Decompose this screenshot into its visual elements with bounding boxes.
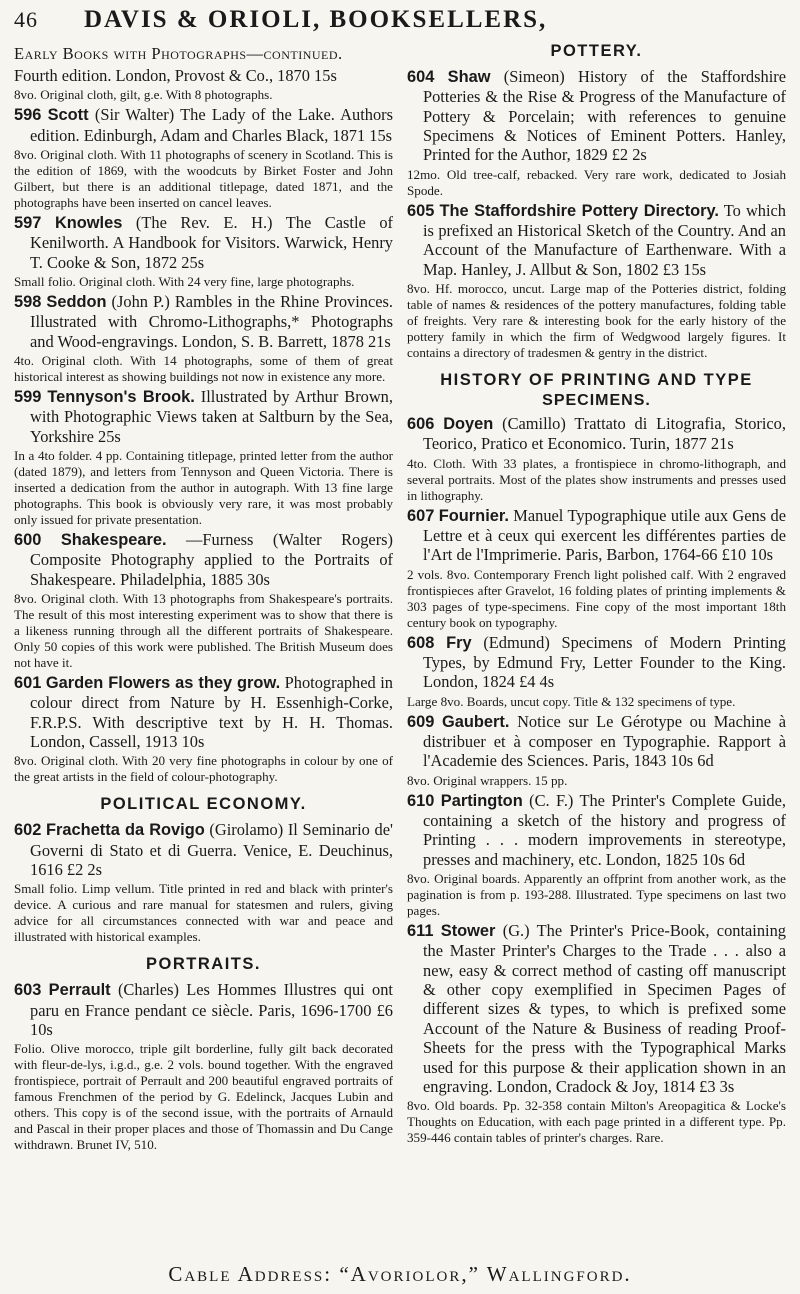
entry-lead [14,673,393,751]
entry-lead [407,921,786,1096]
entry-description: 8vo. Original cloth, gilt, g.e. With 8 photographs. [14,87,273,103]
entry-description: 8vo. Hf. morocco, uncut. Large map of the Potteries district, folding table of names & residences of the pottery manufactures, folding table of freights. Very rare & interesting book for the early history of the pottery family in which the firm of Wedgwood largely figures. It contains a directory of tradesmen & gentry in the district. [407,281,786,361]
entry-lead [14,292,393,351]
entry-lead [14,66,393,85]
lot-number: 606 [407,415,435,434]
entry-author: Partington [440,791,523,810]
catalogue-entry [407,201,786,361]
entry-author: Tennyson's Brook. [47,387,195,406]
lot-number: 600 [14,530,42,549]
entry-lead [14,387,393,446]
entry-author: Frachetta da Rovigo [46,821,205,840]
columns [14,42,786,1155]
entry-author: Stower [440,922,496,941]
catalogue-entry [407,712,786,789]
entry-title: (Sir Walter) The Lady of the Lake. Authors edition. Edinburgh, Adam and Charles Black, 1871 15s [30,105,393,145]
entry-lead [407,414,786,454]
entry-lead [14,105,393,145]
section-heading-early-books: Early Books with Photographs—continued. [14,44,343,63]
entry-title: Illustrated by Arthur Brown, with Photographic Views taken at Saltburn by the Sea, Yorkshire 25s [30,386,393,446]
entry-description: 12mo. Old tree-calf, rebacked. Very rare work, dedicated to Josiah Spode. [407,166,786,198]
entry-lead [407,633,786,692]
entry-description: 8vo. Original cloth. With 11 photographs of scenery in Scotland. This is the edition of 1869, with the woodcuts by Birket Foster and John Gilbert, but there is an additional titlepage, dated 1871, and the photographs have been inserted on cancel leaves. [14,147,393,210]
lot-number: 604 [407,68,435,86]
entry-lead [407,201,786,279]
lot-number: 602 [14,821,42,840]
catalogue-entry [407,506,786,631]
entry-author: The Staffordshire Pottery Directory. [439,201,719,220]
entry-author: Seddon [46,292,107,311]
catalogue-entry [14,66,393,103]
entry-title: (Camillo) Trattato di Litografia, Storico, Teorico, Pratico et Economico. Turin, 1877 21s [423,414,786,454]
entry-description: Folio. Olive morocco, triple gilt borderline, fully gilt back decorated with fleur-de-lys, i.g.d., g.e. 2 vols. bound together. With the engraved frontispiece, portrait of Perrault and 200 beautiful engraved portraits of famous Frenchmen of the period by G. Edelinck, Jacques Lubin and others. This copy is of the second issue, with the portraits of Arnauld and Pascal in their proper places and those of Thomassin and Du Cange withdrawn. Brunet IV, 510. [14,1041,393,1153]
entry-lead [14,530,393,589]
catalogue-entry [14,980,393,1153]
entry-title: (C. F.) The Printer's Complete Guide, containing a sketch of the history and progress of Printing . . . modern improvements in stereotype, presses and machinery, etc. London, 1825 10s 6d [423,790,786,869]
lot-number: 599 [14,387,42,406]
entry-description: 8vo. Original wrappers. 15 pp. [407,772,568,788]
catalogue-entry [14,292,393,385]
catalogue-entry [14,530,393,671]
entry-lead [407,67,786,165]
lot-number: 609 [407,712,435,731]
lot-number: 605 [407,201,435,220]
section-heading-pottery: POTTERY. [550,42,643,60]
lot-number: 603 [14,981,42,1000]
catalogue-entry [407,414,786,504]
entry-title: —Furness (Walter Rogers) Composite Photography applied to the Portraits of Shakespeare. Philadelphia, 1885 30s [30,529,393,589]
entry-lead [407,791,786,869]
entry-author: Doyen [443,415,494,434]
entry-description: 8vo. Old boards. Pp. 32-358 contain Milton's Areopagitica & Locke's Thoughts on Education, with each page printed in a different type. Pp. 359-446 contain tables of printer's charges. Rare. [407,1098,786,1146]
lot-number: 607 [407,506,435,525]
lot-number: 597 [14,213,42,232]
entry-title: (Edmund) Specimens of Modern Printing Types, by Edmund Fry, Letter Founder to the King. London, 1824 £4 4s [423,632,786,692]
entry-title: (G.) The Printer's Price-Book, containing the Master Printer's Charges to the Trade . . . also a new, easy & correct method of casting off manuscript & other copy exemplified in Specimen Pages of different sizes & types, to which is prefixed some Account of the Nature & Business of reading Proof-Sheets for the press with the Typographical Marks used for this purpose & their application shown in an engraving. London, Cradock & Joy, 1814 £3 3s [423,921,786,1096]
entry-author: Perrault [48,981,111,1000]
page-number: 46 [14,7,38,32]
entry-title: Notice sur Le Gérotype ou Machine à distribuer et à composer en Typographie. Rapport à l'Academie des Sciences. Paris, 1843 10s 6d [423,711,786,771]
entry-description: 4to. Original cloth. With 14 photographs, some of them of great historical interest as showing buildings not now in existence any more. [14,353,393,385]
catalogue-entry [407,921,786,1146]
lot-number: 596 [14,106,42,125]
entry-author: Shaw [447,68,491,86]
entry-author: Gaubert. [442,712,510,731]
entry-author: Garden Flowers as they grow. [45,673,281,692]
section-heading-printing: HISTORY OF PRINTING AND TYPE [440,371,753,390]
catalogue-entry [14,820,393,945]
entry-description: 2 vols. 8vo. Contemporary French light polished calf. With 2 engraved frontispieces after Gravelot, 16 folding plates of printing implements & 303 pages of type-specimens. Fine copy of the most important 18th century book on typography. [407,566,786,630]
entry-author: Knowles [54,213,123,232]
cable-address-footer: Cable Address: “Avoriolor,” Wallingford. [168,1262,632,1286]
section-heading-portraits: PORTRAITS. [146,955,261,974]
lot-number: 598 [14,292,42,311]
entry-lead [407,506,786,565]
entry-title: (John P.) Rambles in the Rhine Provinces. Illustrated with Chromo-Lithographs,* Photographs and Wood-engravings. London, S. B. Barrett, 1878 21s [30,291,393,351]
entry-author: Scott [47,106,89,125]
running-head: DAVIS & ORIOLI, BOOKSELLERS, [84,6,548,33]
entry-description: 8vo. Original cloth. With 13 photographs from Shakespeare's portraits. The result of this most interesting experiment was to show that there is a likeness running through all the different portraits of Shakespeare. Only 50 copies of this work were published. The British Museum does not have it. [14,590,393,670]
page-header [14,6,786,42]
entry-description: Large 8vo. Boards, uncut copy. Title & 132 specimens of type. [407,693,736,709]
lot-number: 611 [407,922,434,941]
catalogue-entry [407,67,786,199]
catalogue-entry [14,213,393,290]
right-column [407,42,786,1155]
section-heading-printing-sub: SPECIMENS. [542,392,651,410]
catalogue-entry [14,105,393,211]
entry-title: Manuel Typographique utile aux Gens de Lettre et à ceux qui exercent les différentes parties de l'Art de l'Imprimerie. Paris, Barbon, 1764-66 £10 10s [423,505,786,565]
entry-title: (Girolamo) Il Seminario de' Governi di Stato et di Guerra. Venice, E. Deuchinus, 1616 £2 2s [30,820,393,879]
entry-lead [14,213,393,272]
catalogue-entry [407,791,786,919]
catalogue-entry [14,673,393,785]
section-heading-political-economy: POLITICAL ECONOMY. [100,795,307,814]
entry-description: In a 4to folder. 4 pp. Containing titlepage, printed letter from the author (dated 1879), and letters from Tennyson and Queen Victoria. There is inserted a dedication from the author in autograph. With 13 fine large photographs. This book is obviously very rare, it was most probably only issued for private presentation. [14,448,393,527]
entry-title: (Charles) Les Hommes Illustres qui ont paru en France pendant ce siècle. Paris, 1696-1700 £6 10s [30,980,393,1039]
entry-title: (The Rev. E. H.) The Castle of Kenilworth. A Handbook for Visitors. Warwick, Henry T. Cooke & Son, 1872 25s [30,212,393,272]
catalogue-entry [407,633,786,710]
entry-lead [14,980,393,1039]
entry-title: Fourth edition. London, Provost & Co., 1870 15s [14,66,337,85]
entry-title: Photographed in colour direct from Nature by H. Essenhigh-Corke, F.R.P.S. With descriptive text by H. H. Thomas. London, Cassell, 1913 10s [30,672,393,751]
entry-author: Shakespeare. [60,530,167,549]
entry-author: Fournier. [438,506,509,525]
entry-description: 8vo. Original cloth. With 20 very fine photographs in colour by one of the great artists in the field of colour-photography. [14,753,393,785]
catalogue-entry [14,387,393,528]
entry-author: Fry [446,633,472,652]
entry-title: To which is prefixed an Historical Sketch of the Country. And an Account of the Manufacture of Earthenware. With a Map. Hanley, J. Allbut & Son, 1802 £3 15s [423,200,787,279]
entry-title: (Simeon) History of the Staffordshire Potteries & the Rise & Progress of the Manufacture of Pottery & Porcelain; with references to genuine Specimens & Notices of Eminent Potters. Hanley, Printed for the Author, 1829 £2 2s [423,67,786,165]
left-column [14,42,393,1155]
entry-lead [407,712,786,771]
entry-description: 4to. Cloth. With 33 plates, a frontispiece in chromo-lithograph, and several portraits. Most of the plates show instruments and presses used in lithography. [407,455,786,503]
entry-description: 8vo. Original boards. Apparently an offprint from another work, as the pagination is from p. 193-288. Illustrated. Type specimens on last two pages. [407,871,786,919]
lot-number: 608 [407,633,435,652]
entry-lead [14,820,393,879]
lot-number: 601 [14,673,42,692]
lot-number: 610 [407,791,435,810]
entry-description: Small folio. Limp vellum. Title printed in red and black with printer's device. A curious and rare manual for statesmen and rulers, giving advice for all circumstances connected with war and peace and illustrated with historical examples. [14,881,393,945]
entry-description: Small folio. Original cloth. With 24 very fine, large photographs. [14,274,355,289]
